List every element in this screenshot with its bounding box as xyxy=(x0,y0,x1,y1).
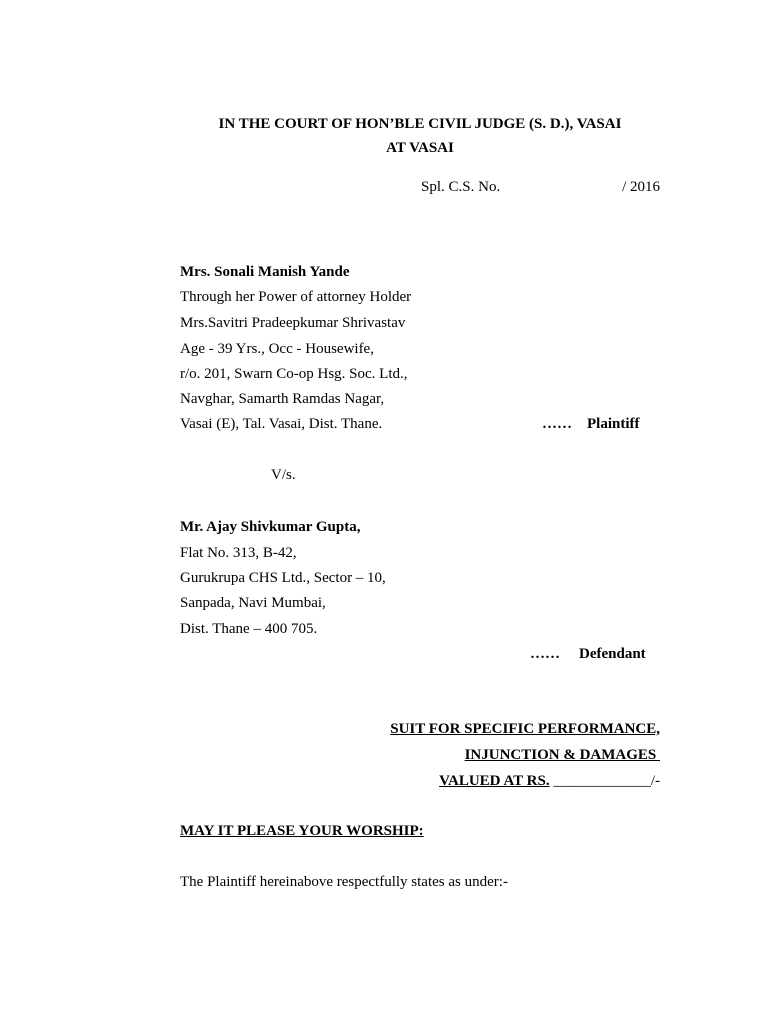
defendant-line: Gurukrupa CHS Ltd., Sector – 10, xyxy=(180,570,386,586)
suit-valued-row xyxy=(300,772,660,790)
suit-valued-label: VALUED AT RS. xyxy=(439,773,550,789)
case-number-year: / 2016 xyxy=(622,179,660,195)
defendant-name: Mr. Ajay Shivkumar Gupta, xyxy=(180,519,361,535)
defendant-line: Dist. Thane – 400 705. xyxy=(180,621,318,637)
court-title-line1: IN THE COURT OF HON’BLE CIVIL JUDGE (S. D.), VASAI xyxy=(218,116,622,132)
plaintiff-line: Through her Power of attorney Holder xyxy=(180,289,412,305)
versus-label: V/s. xyxy=(271,467,296,483)
suit-valued-blank: _____________/- xyxy=(549,773,660,789)
salutation: MAY IT PLEASE YOUR WORSHIP: xyxy=(180,823,424,839)
plaintiff-name: Mrs. Sonali Manish Yande xyxy=(180,264,350,280)
plaintiff-line: Age - 39 Yrs., Occ - Housewife, xyxy=(180,341,374,357)
court-title-line2: AT VASAI xyxy=(386,140,454,156)
defendant-role: Defendant xyxy=(579,646,646,662)
plaintiff-line: r/o. 201, Swarn Co-op Hsg. Soc. Ltd., xyxy=(180,366,408,382)
suit-title-line2: INJUNCTION & DAMAGES xyxy=(464,747,660,763)
case-number-label: Spl. C.S. No. xyxy=(421,179,501,195)
plaintiff-role: Plaintiff xyxy=(587,416,640,432)
suit-title-line1: SUIT FOR SPECIFIC PERFORMANCE, xyxy=(390,721,660,737)
intro-paragraph: The Plaintiff hereinabove respectfully states as under:- xyxy=(180,874,508,890)
defendant-line: Flat No. 313, B-42, xyxy=(180,545,297,561)
plaintiff-line: Vasai (E), Tal. Vasai, Dist. Thane. xyxy=(180,416,383,432)
defendant-dots: …… xyxy=(530,646,560,662)
defendant-line: Sanpada, Navi Mumbai, xyxy=(180,595,326,611)
plaintiff-line: Navghar, Samarth Ramdas Nagar, xyxy=(180,391,385,407)
plaintiff-line: Mrs.Savitri Pradeepkumar Shrivastav xyxy=(180,315,406,331)
plaintiff-dots: …… xyxy=(542,416,572,432)
